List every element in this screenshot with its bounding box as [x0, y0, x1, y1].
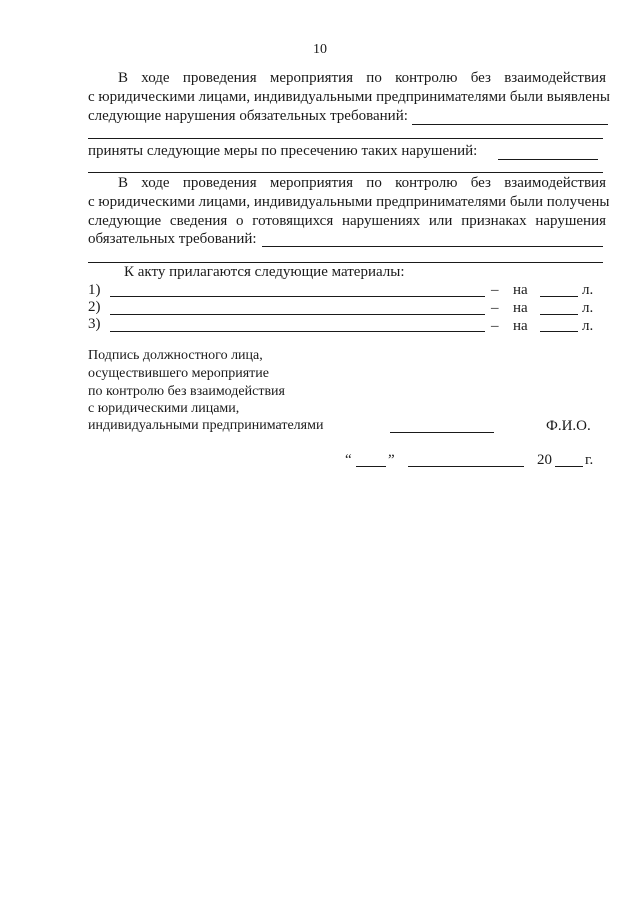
on-label: на: [513, 318, 528, 334]
sheets-label: л.: [582, 318, 594, 334]
sheets-label: л.: [582, 282, 594, 298]
page-number: 10: [313, 42, 327, 57]
year-prefix: 20: [537, 452, 552, 468]
para2-line2: с юридическими лицами, индивидуальными предпринимателями были получены: [88, 194, 610, 210]
signature-label-line: с юридическими лицами,: [88, 401, 240, 416]
fio-label: Ф.И.О.: [546, 418, 591, 434]
on-label: на: [513, 282, 528, 298]
information-field-1[interactable]: [262, 246, 603, 247]
date-close-quote: ”: [388, 452, 395, 468]
signature-field[interactable]: [390, 432, 494, 433]
signature-label-line: по контролю без взаимодействия: [88, 384, 285, 399]
signature-label-line: осуществившего мероприятие: [88, 366, 269, 381]
para2-line3: следующие сведения о готовящихся нарушениях или признаках нарушения: [88, 213, 606, 229]
attachment-field[interactable]: [110, 314, 485, 315]
day-field[interactable]: [356, 466, 386, 467]
signature-label-line: индивидуальными предпринимателями: [88, 418, 324, 433]
measures-label: приняты следующие меры по пресечению таких нарушений:: [88, 143, 478, 159]
violations-field-1[interactable]: [412, 124, 608, 125]
information-field-2[interactable]: [88, 262, 603, 263]
month-field[interactable]: [408, 466, 524, 467]
measures-field-2[interactable]: [88, 172, 603, 173]
signature-label-line: Подпись должностного лица,: [88, 348, 263, 363]
sheet-count-field[interactable]: [540, 331, 578, 332]
attachment-number: 2): [88, 299, 101, 315]
dash: –: [491, 300, 499, 316]
attachments-intro: К акту прилагаются следующие материалы:: [124, 264, 405, 280]
dash: –: [491, 318, 499, 334]
year-suffix: г.: [585, 452, 594, 468]
attachment-number: 3): [88, 316, 101, 332]
dash: –: [491, 282, 499, 298]
sheets-label: л.: [582, 300, 594, 316]
year-field[interactable]: [555, 466, 583, 467]
measures-field-1[interactable]: [498, 159, 598, 160]
para1-line2: с юридическими лицами, индивидуальными предпринимателями были выявлены: [88, 89, 611, 105]
sheet-count-field[interactable]: [540, 314, 578, 315]
attachment-number: 1): [88, 282, 101, 298]
para2-line1: В ходе проведения мероприятия по контролю без взаимодействия: [118, 175, 606, 191]
date-open-quote: “: [345, 452, 352, 468]
sheet-count-field[interactable]: [540, 296, 578, 297]
para1-line1: В ходе проведения мероприятия по контролю без взаимодействия: [118, 70, 606, 86]
attachment-field[interactable]: [110, 296, 485, 297]
violations-field-2[interactable]: [88, 138, 603, 139]
attachment-field[interactable]: [110, 331, 485, 332]
para2-line4: обязательных требований:: [88, 231, 257, 247]
on-label: на: [513, 300, 528, 316]
para1-line3: следующие нарушения обязательных требований:: [88, 108, 408, 124]
